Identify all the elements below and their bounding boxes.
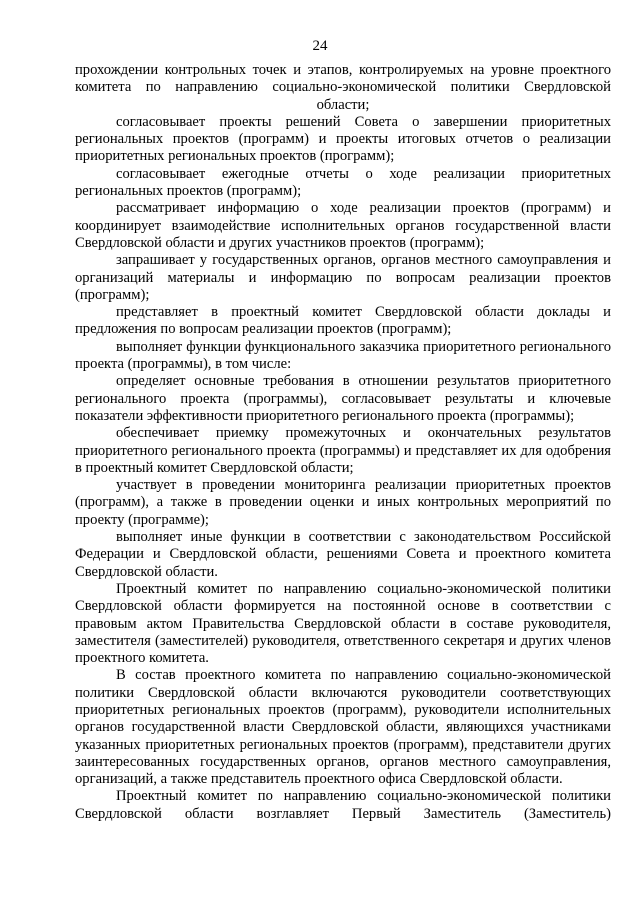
paragraph-continues: Проектный комитет по направлению социально-экономической политики Свердловской области возглавляет Первый Заместитель (Заместитель) [75,788,611,822]
paragraph: запрашивает у государственных органов, органов местного самоуправления и организаций материалы и информацию по вопросам реализации проектов (программ); [75,252,611,303]
paragraph-continuation: прохождении контрольных точек и этапов, контролируемых на уровне проектного комитета по направлению социально-экономической политики Свердловской области; [75,62,611,113]
paragraph: согласовывает ежегодные отчеты о ходе реализации приоритетных региональных проектов (программ); [75,165,611,200]
paragraph: определяет основные требования в отношении результатов приоритетного регионального проекта (программы), согласовывает результаты и ключевые показатели эффективности приоритетного регионального проекта (программы); [75,373,611,424]
paragraph: Проектный комитет по направлению социально-экономической политики Свердловской области формируется на постоянной основе в соответствии с правовым актом Правительства Свердловской области в составе руководителя, заместителя (заместителей) руководителя, ответственного секретаря и других членов проектного комитета. [75,580,611,667]
paragraph: рассматривает информацию о ходе реализации проектов (программ) и координирует взаимодействие исполнительных органов государственной власти Свердловской области и других участников проектов (программ); [75,200,611,251]
page-number: 24 [312,38,328,54]
document-body [75,62,611,823]
paragraph: выполняет функции функционального заказчика приоритетного регионального проекта (программы), в том числе: [75,338,611,373]
paragraph: выполняет иные функции в соответствии с законодательством Российской Федерации и Свердловской области, решениями Совета и проектного комитета Свердловской области. [75,529,611,580]
paragraph: участвует в проведении мониторинга реализации приоритетных проектов (программ), а также в проведении оценки и иных контрольных мероприятий по проекту (программе); [75,477,611,528]
paragraph: представляет в проектный комитет Свердловской области доклады и предложения по вопросам реализации проектов (программ); [75,304,611,338]
paragraph: В состав проектного комитета по направлению социально-экономической политики Свердловской области включаются руководители соответствующих приоритетных региональных проектов (программ), руководители исполнительных органов государственной власти Свердловской области, являющихся участниками указанных приоритетных региональных проектов (программ), представители других заинтересованных государственных органов, органов местного самоуправления, организаций, а также представитель проектного офиса Свердловской области. [75,667,611,788]
paragraph: обеспечивает приемку промежуточных и окончательных результатов приоритетного регионального проекта (программы) и представляет их для одобрения в проектный комитет Свердловской области; [75,425,611,476]
paragraph: согласовывает проекты решений Совета о завершении приоритетных региональных проектов (программ) и проекты итоговых отчетов о реализации приоритетных региональных проектов (программ); [75,113,611,165]
